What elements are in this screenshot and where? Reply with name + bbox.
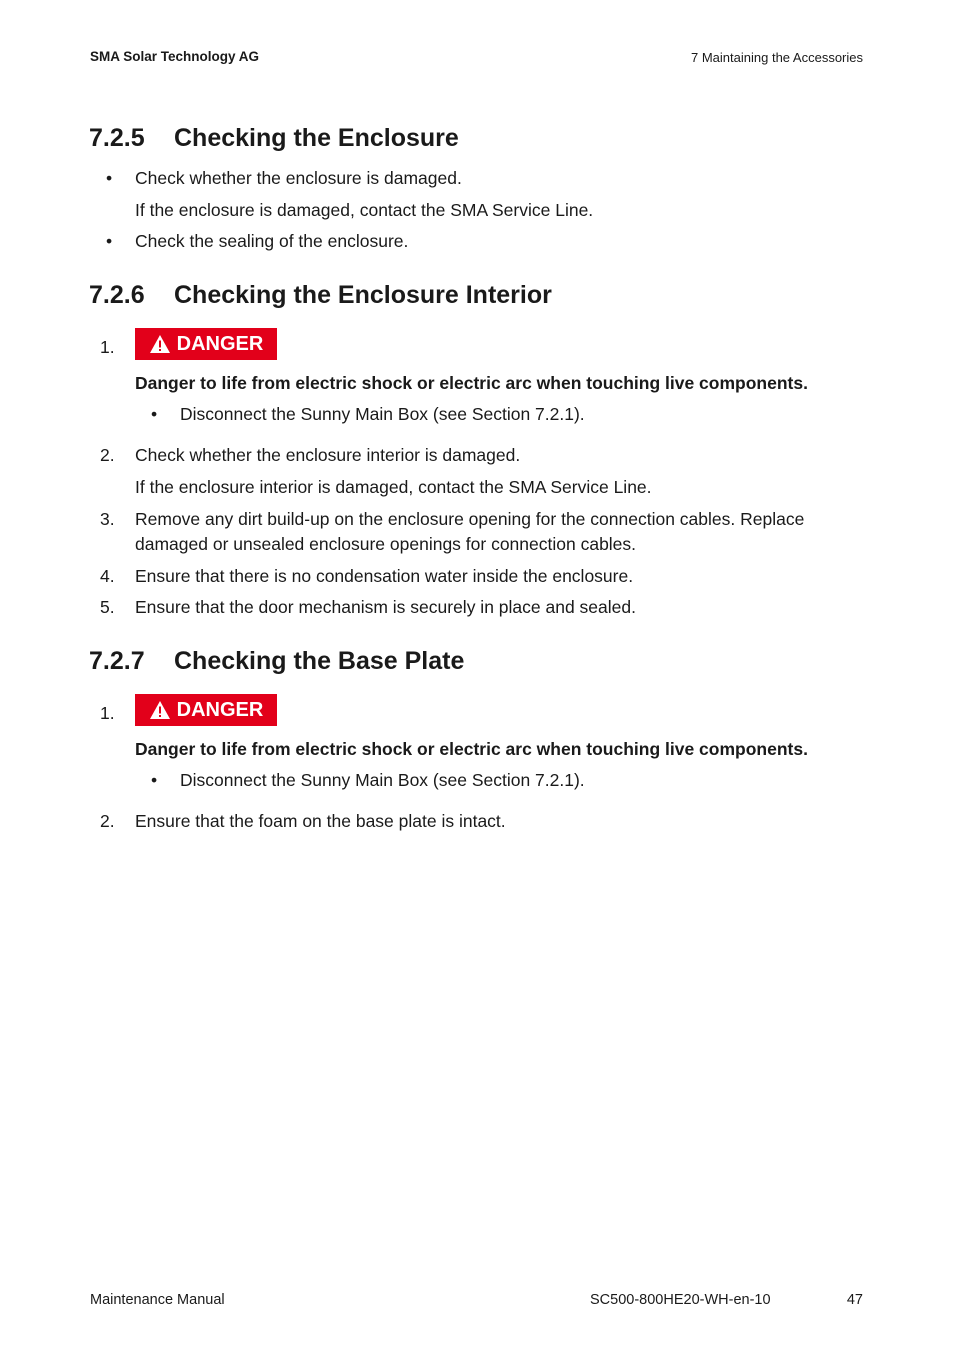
step-text: Ensure that there is no condensation water inside the enclosure.: [135, 566, 634, 586]
list-item: Check the sealing of the enclosure.: [135, 231, 409, 251]
section-number: 7.2.5: [89, 124, 145, 152]
step-text: Check whether the enclosure interior is damaged.: [135, 445, 521, 465]
step-text: Remove any dirt build-up on the enclosure opening for the connection cables. Replace: [135, 509, 805, 529]
section-726-heading: [89, 281, 552, 310]
section-725-heading: [89, 124, 459, 153]
danger-title: Danger to life from electric shock or electric arc when touching live components.: [135, 739, 808, 759]
bullet-dot: •: [151, 770, 158, 790]
header-company: SMA Solar Technology AG: [90, 49, 260, 64]
warning-triangle-icon: [149, 700, 171, 720]
bullet-dot: •: [151, 404, 158, 424]
step-number: 3.: [100, 509, 115, 529]
danger-action: Disconnect the Sunny Main Box (see Section 7.2.1).: [180, 404, 585, 424]
list-item-note: If the enclosure is damaged, contact the SMA Service Line.: [135, 200, 594, 220]
list-item: Check whether the enclosure is damaged.: [135, 168, 462, 188]
step-number: 4.: [100, 566, 115, 586]
step-text: Ensure that the foam on the base plate is intact.: [135, 811, 506, 831]
step-number: 2.: [100, 445, 115, 465]
step-text-continued: damaged or unsealed enclosure openings for connection cables.: [135, 534, 637, 554]
section-title: Checking the Enclosure Interior: [174, 281, 552, 309]
danger-action: Disconnect the Sunny Main Box (see Section 7.2.1).: [180, 770, 585, 790]
footer-doc-code: SC500-800HE20-WH-en-10: [590, 1292, 771, 1308]
bullet-dot: •: [106, 231, 113, 251]
danger-label: DANGER: [176, 698, 264, 721]
danger-label: DANGER: [176, 332, 264, 355]
bullet-dot: •: [106, 168, 113, 188]
footer-manual: Maintenance Manual: [90, 1292, 225, 1308]
section-number: 7.2.7: [89, 647, 145, 675]
step-number: 1.: [100, 337, 115, 357]
danger-badge: [135, 694, 277, 726]
section-title: Checking the Enclosure: [174, 124, 459, 152]
step-number: 2.: [100, 811, 115, 831]
step-note: If the enclosure interior is damaged, contact the SMA Service Line.: [135, 477, 652, 497]
step-number: 5.: [100, 597, 115, 617]
footer-page-number: 47: [846, 1292, 863, 1308]
section-number: 7.2.6: [89, 281, 145, 309]
section-title: Checking the Base Plate: [174, 647, 465, 675]
danger-badge: [135, 328, 277, 360]
step-text: Ensure that the door mechanism is securely in place and sealed.: [135, 597, 636, 617]
section-727-heading: [89, 647, 464, 676]
danger-title: Danger to life from electric shock or electric arc when touching live components.: [135, 373, 808, 393]
step-number: 1.: [100, 703, 115, 723]
warning-triangle-icon: [149, 334, 171, 354]
header-chapter: 7 Maintaining the Accessories: [691, 50, 863, 65]
